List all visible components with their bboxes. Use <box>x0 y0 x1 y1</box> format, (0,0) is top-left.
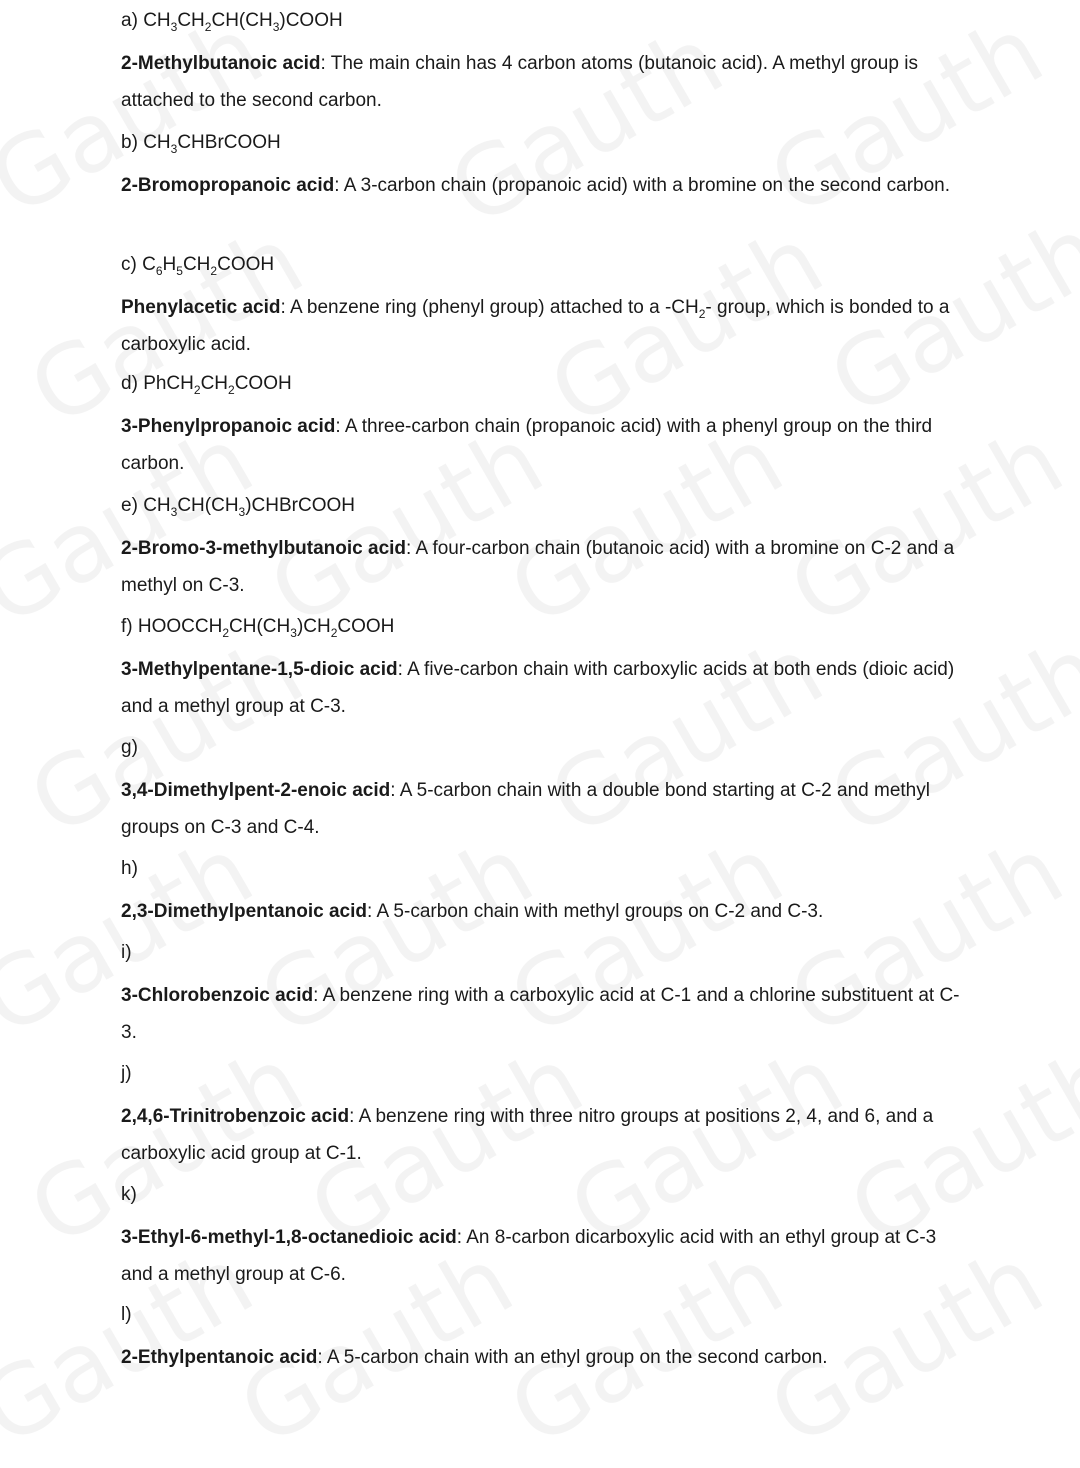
subscript: 3 <box>170 505 178 519</box>
text-run: : A 3-carbon chain (propanoic acid) with a bromine on the second carbon. <box>334 175 951 196</box>
compound-description <box>121 772 971 846</box>
compound-description <box>121 408 971 482</box>
compound-name: 2-Bromopropanoic acid <box>121 175 335 196</box>
formula-line <box>121 9 971 33</box>
text-run: PhCH <box>143 373 194 394</box>
entry-f <box>121 615 971 725</box>
entry-e <box>121 494 971 604</box>
text-run: COOH <box>337 616 395 637</box>
text-run: : A benzene ring (phenyl group) attached to a -CH <box>280 297 699 318</box>
subscript: 5 <box>176 264 183 278</box>
item-label: h) <box>121 858 138 879</box>
entry-j <box>121 1062 971 1172</box>
compound-name: 2-Methylbutanoic acid <box>121 53 321 74</box>
compound-name: 3,4-Dimethylpent-2-enoic acid <box>121 780 391 801</box>
compound-name: 3-Phenylpropanoic acid <box>121 416 336 437</box>
subscript: 2 <box>204 20 212 34</box>
item-label: d) <box>121 373 138 394</box>
compound-description <box>121 651 971 725</box>
item-label: f) <box>121 616 133 637</box>
text-run: COOH <box>234 373 292 394</box>
entry-h <box>121 857 823 930</box>
entry-c <box>121 253 971 363</box>
text-run: : A 5-carbon chain with methyl groups on C-2 and C-3. <box>367 901 824 922</box>
text-run: CH <box>143 10 171 31</box>
formula-line <box>121 1062 971 1086</box>
compound-description <box>121 1339 828 1376</box>
text-run: : A benzene ring with a carboxylic acid at C-1 and a chlorine substituent at C-3. <box>121 985 960 1043</box>
text-run: CHBrCOOH <box>177 132 281 153</box>
text-run: : An 8-carbon dicarboxylic acid with an ethyl group at C-3 and a methyl group at C-6. <box>121 1227 937 1285</box>
chemical-formula <box>143 132 281 156</box>
text-run: : A 5-carbon chain with an ethyl group on the second carbon. <box>317 1347 828 1368</box>
item-label: c) <box>121 254 137 275</box>
entry-b <box>121 131 950 204</box>
chemical-formula <box>142 254 275 278</box>
text-run: : A 5-carbon chain with a double bond starting at C-2 and methyl groups on C-3 and C-4. <box>121 780 930 838</box>
subscript: 2 <box>210 264 218 278</box>
formula-line <box>121 615 971 639</box>
compound-description <box>121 1219 971 1293</box>
formula-line <box>121 857 823 881</box>
compound-name: 2-Ethylpentanoic acid <box>121 1347 318 1368</box>
item-label: k) <box>121 1184 137 1205</box>
subscript: 2 <box>222 626 230 640</box>
subscript: 3 <box>290 626 297 640</box>
formula-line <box>121 372 971 396</box>
item-label: b) <box>121 132 138 153</box>
entry-a <box>121 9 971 119</box>
subscript: 2 <box>228 383 235 397</box>
text-run: HOOCCH <box>137 616 223 637</box>
text-run: : A benzene ring with three nitro groups at positions 2, 4, and 6, and a carboxylic acid group at C-1. <box>121 1106 934 1164</box>
text-run: H <box>162 254 177 275</box>
text-run: C <box>142 254 156 275</box>
formula-line <box>121 1183 971 1207</box>
text-run: : A five-carbon chain with carboxylic acids at both ends (dioic acid) and a methyl group at C-3. <box>121 659 955 717</box>
entry-d <box>121 372 971 482</box>
formula-line <box>121 736 971 760</box>
compound-name: 2,3-Dimethylpentanoic acid <box>121 901 368 922</box>
compound-name: 2,4,6-Trinitrobenzoic acid <box>121 1106 350 1127</box>
formula-line <box>121 253 971 277</box>
compound-description <box>121 167 950 204</box>
item-label: i) <box>121 942 132 963</box>
text-run: - group, which is bonded to a carboxylic acid. <box>121 297 950 355</box>
formula-line <box>121 941 971 965</box>
formula-line <box>121 131 950 155</box>
compound-name: 3-Chlorobenzoic acid <box>121 985 314 1006</box>
text-run: CH(CH <box>211 10 273 31</box>
subscript: 6 <box>155 264 163 278</box>
compound-description <box>121 977 971 1051</box>
item-label: e) <box>121 495 138 516</box>
subscript: 3 <box>170 142 178 156</box>
compound-name: Phenylacetic acid <box>121 297 281 318</box>
compound-name: 3-Methylpentane-1,5-dioic acid <box>121 659 398 680</box>
chemical-formula <box>143 373 292 397</box>
entry-k <box>121 1183 971 1293</box>
text-run: CH <box>177 10 205 31</box>
subscript: 2 <box>193 383 201 397</box>
entry-i <box>121 941 971 1051</box>
item-label: a) <box>121 10 138 31</box>
text-run: )COOH <box>279 10 343 31</box>
text-run: CH(CH <box>177 495 239 516</box>
text-run: CH <box>182 254 211 275</box>
subscript: 3 <box>170 20 178 34</box>
text-run: )CH <box>296 616 331 637</box>
item-label: j) <box>121 1063 132 1084</box>
subscript: 3 <box>272 20 280 34</box>
text-run: COOH <box>217 254 275 275</box>
compound-description <box>121 893 823 930</box>
compound-description <box>121 1098 971 1172</box>
item-label: l) <box>121 1304 132 1325</box>
compound-description <box>121 289 971 363</box>
text-run: : A four-carbon chain (butanoic acid) with a bromine on C-2 and a methyl on C-3. <box>121 538 955 596</box>
text-run: CH <box>200 373 229 394</box>
formula-line <box>121 1303 828 1327</box>
compound-description <box>121 530 971 604</box>
entry-g <box>121 736 971 846</box>
text-run: : A three-carbon chain (propanoic acid) with a phenyl group on the third carbon. <box>121 416 933 474</box>
chemical-formula <box>137 616 395 640</box>
text-run: )CHBrCOOH <box>245 495 356 516</box>
item-label: g) <box>121 737 138 758</box>
subscript: 2 <box>330 626 338 640</box>
compound-description <box>121 45 971 119</box>
compound-name: 3-Ethyl-6-methyl-1,8-octanedioic acid <box>121 1227 457 1248</box>
text-run: CH <box>143 495 171 516</box>
entry-l <box>121 1303 828 1376</box>
subscript: 2 <box>698 307 706 321</box>
text-run: : The main chain has 4 carbon atoms (butanoic acid). A methyl group is attached to the second carbon. <box>121 53 918 111</box>
chemical-formula <box>143 495 356 519</box>
text-run: CH <box>143 132 171 153</box>
compound-name: 2-Bromo-3-methylbutanoic acid <box>121 538 407 559</box>
chemical-formula <box>143 10 343 34</box>
text-run: CH(CH <box>229 616 291 637</box>
subscript: 3 <box>238 505 246 519</box>
formula-line <box>121 494 971 518</box>
